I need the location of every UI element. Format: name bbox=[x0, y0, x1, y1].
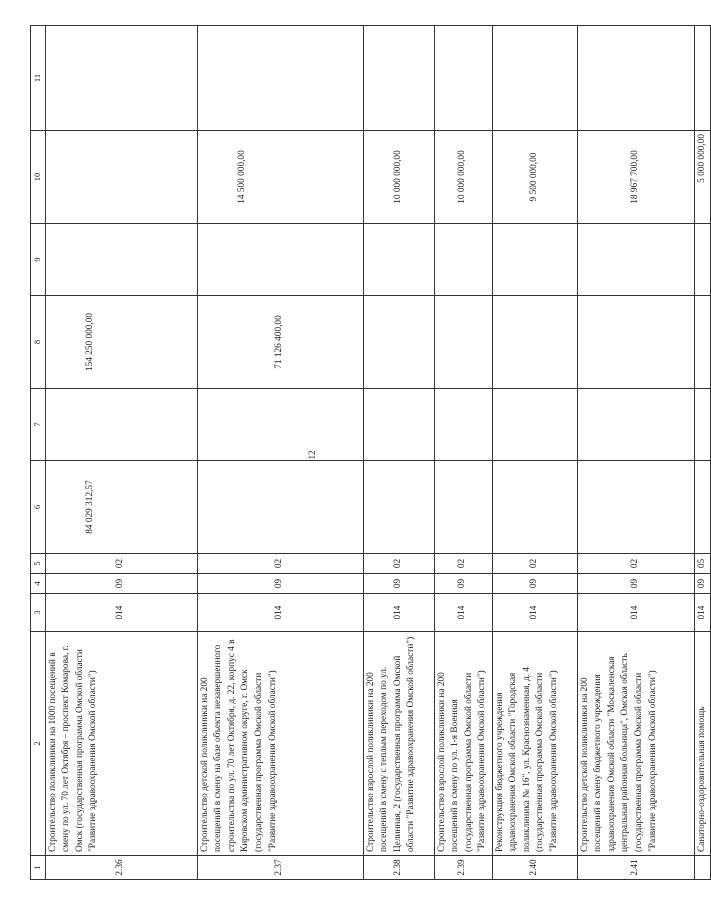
column-header: 11 bbox=[31, 26, 46, 131]
code-cell: 02 bbox=[434, 554, 492, 574]
amount-cell bbox=[434, 296, 492, 389]
amount-cell bbox=[577, 296, 694, 389]
code-cell: 014 bbox=[434, 594, 492, 632]
amount-cell: 84 029 312,57 bbox=[45, 461, 197, 554]
row-number: 2.41 bbox=[577, 856, 694, 880]
code-cell: 02 bbox=[577, 554, 694, 574]
code-cell: 09 bbox=[363, 574, 434, 594]
code-cell: 09 bbox=[197, 574, 363, 594]
amount-cell bbox=[694, 224, 711, 296]
page-number: 12 bbox=[307, 450, 317, 460]
column-header: 6 bbox=[31, 461, 46, 554]
amount-cell: 9 500 000,00 bbox=[492, 131, 577, 224]
code-cell: 014 bbox=[577, 594, 694, 632]
column-header: 1 bbox=[31, 856, 46, 880]
code-cell: 09 bbox=[434, 574, 492, 594]
column-header: 7 bbox=[31, 389, 46, 461]
amount-cell: 5 000 000,00 bbox=[694, 131, 711, 224]
code-cell: 02 bbox=[363, 554, 434, 574]
amount-cell: 14 500 000,00 bbox=[197, 131, 363, 224]
row-number: 2.39 bbox=[434, 856, 492, 880]
amount-cell bbox=[694, 26, 711, 131]
amount-cell bbox=[434, 461, 492, 554]
row-number: 2.38 bbox=[363, 856, 434, 880]
column-header: 3 bbox=[31, 594, 46, 632]
amount-cell bbox=[492, 389, 577, 461]
amount-cell bbox=[45, 224, 197, 296]
table-row bbox=[45, 26, 197, 880]
code-cell: 014 bbox=[694, 594, 711, 632]
amount-cell bbox=[577, 461, 694, 554]
row-name: Строительство детской поликлиники на 200 посещений в смену на базе объекта незавершенного строительства по ул. 70 лет Октября, д. 22, корпус 4 в Кировском административном округе, г. Омск (государственная программа Омской области "Развитие здравоохранения Омской области") bbox=[197, 632, 363, 856]
code-cell: 09 bbox=[577, 574, 694, 594]
code-cell: 09 bbox=[492, 574, 577, 594]
code-cell: 09 bbox=[694, 574, 711, 594]
code-cell: 014 bbox=[197, 594, 363, 632]
code-cell: 02 bbox=[45, 554, 197, 574]
amount-cell bbox=[694, 461, 711, 554]
row-name: Строительство детской поликлиники на 200 посещений в смену бюджетного учреждения здравоохранения Омской области "Москаленская центральная районная больница", Омская область (государственная программа Омской области "Развитие здравоохранения Омской области") bbox=[577, 632, 694, 856]
code-cell: 02 bbox=[492, 554, 577, 574]
amount-cell bbox=[434, 389, 492, 461]
amount-cell bbox=[363, 389, 434, 461]
amount-cell bbox=[45, 389, 197, 461]
column-header: 8 bbox=[31, 296, 46, 389]
amount-cell: 10 000 000,00 bbox=[434, 131, 492, 224]
amount-cell: 10 000 000,00 bbox=[363, 131, 434, 224]
table-row bbox=[434, 26, 492, 880]
amount-cell bbox=[45, 131, 197, 224]
column-header: 4 bbox=[31, 574, 46, 594]
amount-cell: 18 967 700,00 bbox=[577, 131, 694, 224]
row-number: 2.37 bbox=[197, 856, 363, 880]
amount-cell bbox=[197, 389, 363, 461]
amount-cell bbox=[363, 461, 434, 554]
budget-table-sheet bbox=[30, 26, 707, 880]
row-name: Санаторно-оздоровительная помощь bbox=[694, 632, 711, 856]
amount-cell bbox=[492, 461, 577, 554]
table-row bbox=[363, 26, 434, 880]
column-header: 9 bbox=[31, 224, 46, 296]
budget-table bbox=[30, 25, 711, 880]
amount-cell bbox=[197, 26, 363, 131]
code-cell: 09 bbox=[45, 574, 197, 594]
row-name: Строительство взрослой поликлиники на 200 посещений в смену по ул. 1-я Военная (государственная программа Омской области "Развитие здравоохранения Омской области") bbox=[434, 632, 492, 856]
table-row bbox=[197, 26, 363, 880]
amount-cell: 154 250 000,00 bbox=[45, 296, 197, 389]
code-cell: 02 bbox=[197, 554, 363, 574]
row-name: Строительство взрослой поликлиники на 200 посещений в смену с теплым переходом по ул. Целинная, 2 (государственная программа Омской области "Развитие здравоохранения Омской области") bbox=[363, 632, 434, 856]
code-cell: 014 bbox=[363, 594, 434, 632]
row-name: Реконструкция бюджетного учреждения здравоохранения Омской области "Городская поликлиника № 16", ул. Краснознаменная, д. 4 (государственная программа Омской области "Развитие здравоохранения Омской области") bbox=[492, 632, 577, 856]
amount-cell bbox=[577, 389, 694, 461]
amount-cell bbox=[45, 26, 197, 131]
amount-cell bbox=[492, 224, 577, 296]
amount-cell bbox=[492, 296, 577, 389]
column-header: 10 bbox=[31, 131, 46, 224]
row-number bbox=[694, 856, 711, 880]
amount-cell bbox=[363, 296, 434, 389]
code-cell: 014 bbox=[45, 594, 197, 632]
amount-cell bbox=[434, 26, 492, 131]
amount-cell bbox=[694, 389, 711, 461]
column-number-row bbox=[31, 26, 46, 880]
amount-cell bbox=[363, 26, 434, 131]
row-number: 2.36 bbox=[45, 856, 197, 880]
row-name: Строительство поликлиники на 1000 посещений в смену по ул. 70 лет Октября – проспект Комарова, г. Омск (государственная программа Омской области "Развитие здравоохранения Омской области") bbox=[45, 632, 197, 856]
amount-cell: 71 126 400,00 bbox=[197, 296, 363, 389]
amount-cell bbox=[577, 26, 694, 131]
amount-cell bbox=[492, 26, 577, 131]
amount-cell bbox=[434, 224, 492, 296]
code-cell: 014 bbox=[492, 594, 577, 632]
amount-cell bbox=[694, 296, 711, 389]
amount-cell bbox=[363, 224, 434, 296]
row-number: 2.40 bbox=[492, 856, 577, 880]
table-row bbox=[577, 26, 694, 880]
column-header: 5 bbox=[31, 554, 46, 574]
table-row bbox=[492, 26, 577, 880]
amount-cell bbox=[197, 461, 363, 554]
code-cell: 05 bbox=[694, 554, 711, 574]
amount-cell bbox=[577, 224, 694, 296]
column-header: 2 bbox=[31, 632, 46, 856]
table-row bbox=[694, 26, 711, 880]
amount-cell bbox=[197, 224, 363, 296]
